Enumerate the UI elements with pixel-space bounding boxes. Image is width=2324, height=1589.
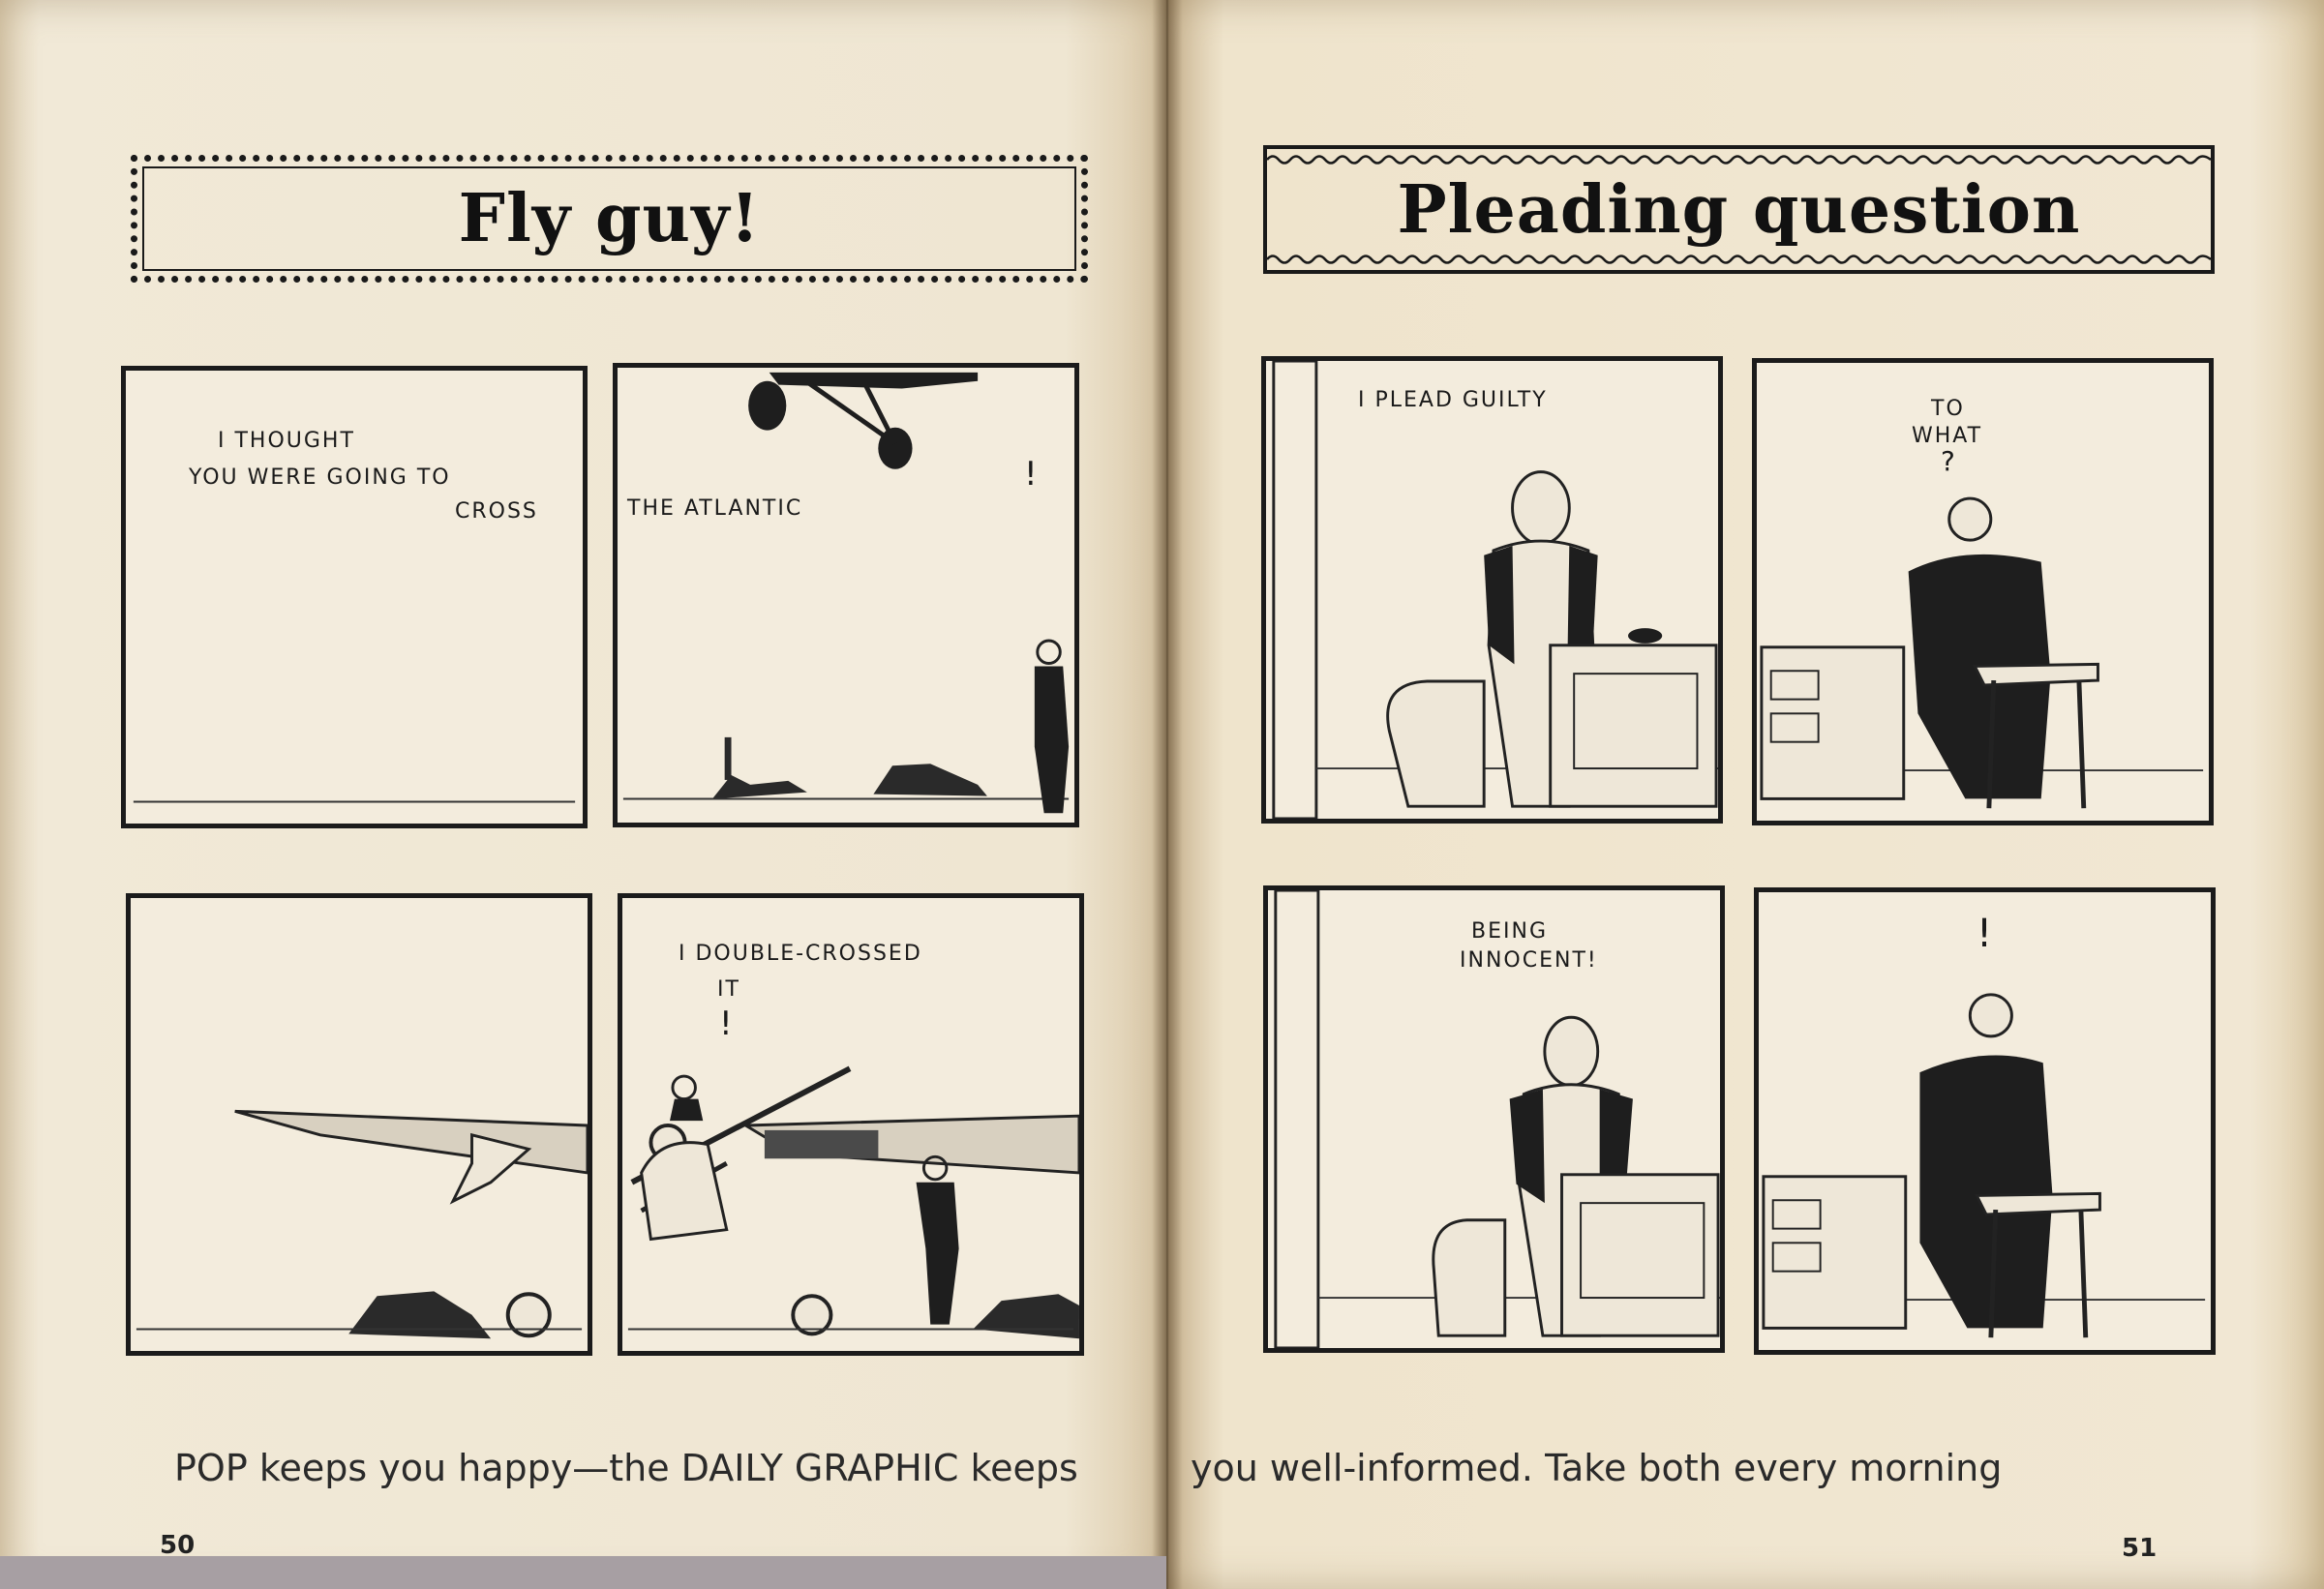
butler-at-desk-drawing [1266,361,1718,819]
footer-right-text: you well-informed. Take both every morning [1191,1447,2003,1489]
caption-line: I THOUGHT [218,429,355,453]
judge-at-desk-drawing [1757,363,2209,821]
title-fly-guy [131,155,1088,283]
comic-panel-right-2 [1752,358,2214,825]
comic-panel-left-2 [613,363,1079,827]
title-pleading-question [1263,145,2215,274]
comic-panel-right-4 [1754,887,2216,1355]
exclamation-mark: ! [1977,912,1993,956]
right-title-text: Pleading question [1397,170,2081,249]
comic-panel-left-3 [126,893,592,1356]
comic-panel-right-3 [1263,885,1725,1353]
wavy-border-top [1267,153,2211,166]
caption-line: WHAT [1912,424,1983,448]
airplane-overhead-drawing [618,368,1074,823]
comic-panel-right-1 [1261,356,1723,824]
caption-line: INNOCENT! [1460,948,1598,973]
page-number-left: 50 [160,1531,196,1560]
left-title-text: Fly guy! [458,180,761,257]
caption-line: YOU WERE GOING TO [189,465,451,490]
comic-panel-left-4 [618,893,1084,1356]
caption-line: TO [1931,397,1965,421]
caption-line: I PLEAD GUILTY [1358,388,1548,412]
airplane-ground-drawing [622,898,1079,1351]
background-strip [0,1556,1166,1589]
caption-line: CROSS [455,499,538,524]
caption-line: THE ATLANTIC [627,496,803,521]
page-number-right: 51 [2122,1534,2158,1563]
exclamation-mark: ! [1024,455,1038,494]
caption-line: IT [717,977,740,1002]
question-mark: ? [1941,445,1955,477]
wavy-border-bottom [1267,253,2211,266]
footer-left-text: POP keeps you happy—the DAILY GRAPHIC keeps [174,1447,1078,1489]
caption-line: I DOUBLE-CROSSED [679,942,922,966]
judge-surprised-drawing [1759,892,2211,1350]
caption-line: BEING [1471,919,1548,944]
comic-panel-left-1 [121,366,588,828]
book-gutter [1152,0,1183,1589]
exclamation-mark: ! [719,1004,733,1043]
airplane-wing-drawing [131,898,588,1351]
